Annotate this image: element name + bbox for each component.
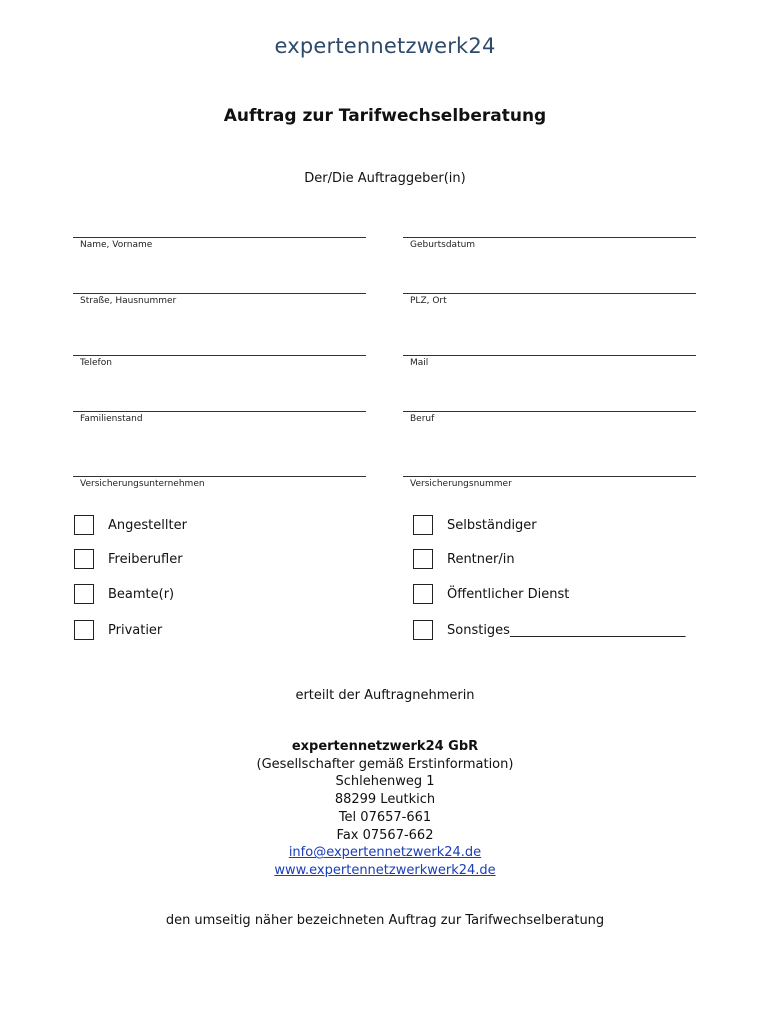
birthdate-field[interactable] [403, 237, 696, 250]
checkbox-employee[interactable] [74, 515, 187, 535]
marital-status-field-label: Familienstand [80, 414, 143, 424]
street-field-label: Straße, Hausnummer [80, 296, 177, 306]
checkbox-box[interactable] [74, 584, 94, 604]
checkbox-label: Sonstiges___________________________ [447, 622, 686, 638]
checkbox-self-employed[interactable] [413, 515, 537, 535]
brand-logo-text: expertennetzwerk24 [274, 34, 496, 58]
phone-field-label: Telefon [80, 358, 112, 368]
checkbox-private[interactable] [74, 620, 162, 640]
checkbox-retiree[interactable] [413, 549, 515, 569]
profession-field-label: Beruf [410, 414, 435, 424]
checkbox-label: Öffentlicher Dienst [447, 586, 570, 602]
checkbox-label: Freiberufler [108, 551, 183, 567]
checkbox-label: Beamte(r) [108, 586, 175, 602]
insurer-field[interactable] [73, 476, 366, 489]
checkbox-box[interactable] [413, 515, 433, 535]
contractor-phone: Tel 07657-661 [338, 809, 432, 825]
mail-field-label: Mail [410, 358, 429, 368]
checkbox-box[interactable] [74, 549, 94, 569]
client-heading: Der/Die Auftraggeber(in) [304, 171, 466, 186]
checkbox-box[interactable] [413, 584, 433, 604]
name-field[interactable] [73, 237, 366, 250]
website-link[interactable]: www.expertennetzwerkwerk24.de [274, 862, 496, 878]
policy-number-field-label: Versicherungsnummer [410, 479, 512, 489]
contractor-street: Schlehenweg 1 [335, 774, 435, 790]
page-title: Auftrag zur Tarifwechselberatung [223, 106, 547, 126]
email-link[interactable]: info@expertennetzwerk24.de [288, 845, 482, 861]
checkbox-box[interactable] [74, 620, 94, 640]
checkbox-label: Rentner/in [447, 551, 515, 567]
insurer-field-label: Versicherungsunternehmen [80, 479, 205, 489]
checkbox-box[interactable] [413, 620, 433, 640]
zip-city-field[interactable] [403, 293, 696, 306]
policy-number-field[interactable] [403, 476, 696, 489]
contractor-address [0, 738, 770, 880]
profession-field[interactable] [403, 411, 696, 424]
contractor-city: 88299 Leutkich [334, 792, 436, 808]
checkbox-public-service[interactable] [413, 584, 569, 604]
checkbox-label: Privatier [108, 622, 163, 638]
checkbox-civil-servant[interactable] [74, 584, 174, 604]
footer-text: den umseitig näher bezeichneten Auftrag zur Tarifwechselberatung [165, 913, 605, 928]
contractor-note: (Gesellschafter gemäß Erstinformation) [256, 756, 514, 772]
checkbox-label: Angestellter [108, 517, 187, 533]
phone-field[interactable] [73, 355, 366, 368]
street-field[interactable] [73, 293, 366, 306]
birthdate-field-label: Geburtsdatum [410, 240, 476, 250]
checkbox-box[interactable] [74, 515, 94, 535]
marital-status-field[interactable] [73, 411, 366, 424]
checkbox-other[interactable] [413, 620, 685, 640]
checkbox-box[interactable] [413, 549, 433, 569]
zip-city-field-label: PLZ, Ort [410, 296, 447, 306]
contractor-name: expertennetzwerk24 GbR [291, 739, 479, 754]
checkbox-freelancer[interactable] [74, 549, 183, 569]
name-field-label: Name, Vorname [80, 240, 153, 250]
granted-text: erteilt der Auftragnehmerin [295, 688, 475, 703]
contractor-fax: Fax 07567-662 [336, 827, 434, 843]
checkbox-label: Selbständiger [447, 517, 537, 533]
mail-field[interactable] [403, 355, 696, 368]
